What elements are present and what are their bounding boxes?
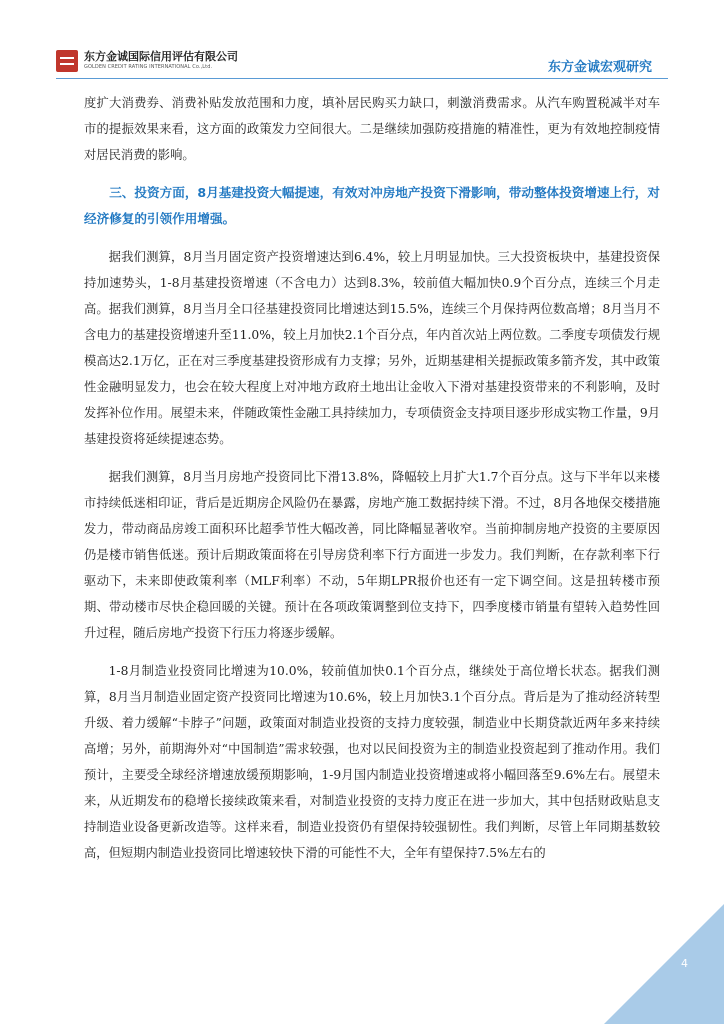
header-title: 东方金诚宏观研究	[547, 60, 652, 75]
logo-mark-icon	[56, 50, 78, 72]
paragraph-manufacturing: 1-8月制造业投资同比增速为10.0%，较前值加快0.1个百分点，继续处于高位增长状态。据我们测算，8月当月制造业固定资产投资同比增速为10.6%，较上月加快3.1个百分点。背后是为了推动经济转型升级、着力缓解“卡脖子”问题，政策面对制造业投资的支持力度较强，制造业中长期贷款近两年多来持续高增；另外，前期海外对“中国制造”需求较强，也对以民间投资为主的制造业投资起到了推动作用。我们预计，主要受全球经济增速放缓预期影响，1-9月国内制造业投资增速或将小幅回落至9.6%左右。展望未来，从近期发布的稳增长接续政策来看，对制造业投资的支持力度正在进一步加大，其中包括财政贴息支持制造业设备更新改造等。这样来看，制造业投资仍有望保持较强韧性。我们判断，尽管上年同期基数较高，但短期内制造业投资同比增速较快下滑的可能性不大，全年有望保持7.5%左右的	[84, 664, 660, 860]
page-number: 4	[681, 957, 688, 970]
corner-triangle	[604, 904, 724, 1024]
company-name-en: GOLDEN CREDIT RATING INTERNATIONAL Co.,Ltd.	[84, 64, 213, 70]
page-header	[0, 0, 724, 80]
corner-decoration	[604, 904, 724, 1024]
document-body	[84, 90, 660, 878]
company-name-cn: 东方金诚国际信用评估有限公司	[84, 50, 238, 63]
header-divider	[56, 78, 668, 79]
paragraph-real-estate: 据我们测算，8月当月房地产投资同比下滑13.8%，降幅较上月扩大1.7个百分点。这与下半年以来楼市持续低迷相印证，背后是近期房企风险仍在暴露，房地产施工数据持续下滑。不过，8月各地保交楼措施发力，带动商品房竣工面积环比超季节性大幅改善，同比降幅显著收窄。当前抑制房地产投资的主要原因仍是楼市销售低迷。预计后期政策面将在引导房贷利率下行方面进一步发力。我们判断，在存款利率下行驱动下，未来即使政策利率（MLF利率）不动，5年期LPR报价也还有一定下调空间。这是扭转楼市预期、带动楼市尽快企稳回暖的关键。预计在各项政策调整到位支持下，四季度楼市销量有望转入趋势性回升过程，随后房地产投资下行压力将逐步缓解。	[84, 470, 660, 640]
company-logo	[56, 50, 266, 72]
section-heading-investment: 三、投资方面，8月基建投资大幅提速，有效对冲房地产投资下滑影响，带动整体投资增速上行，对经济修复的引领作用增强。	[84, 185, 660, 226]
paragraph-infrastructure: 据我们测算，8月当月固定资产投资增速达到6.4%，较上月明显加快。三大投资板块中，基建投资保持加速势头，1-8月基建投资增速（不含电力）达到8.3%，较前值大幅加快0.9个百分点，连续三个月走高。据我们测算，8月当月全口径基建投资同比增速达到15.5%，连续三个月保持两位数高增；8月当月不含电力的基建投资增速升至11.0%，较上月加快2.1个百分点，年内首次站上两位数。二季度专项债发行规模高达2.1万亿，正在对三季度基建投资形成有力支撑；另外，近期基建相关提振政策多箭齐发，其中政策性金融明显发力，也会在较大程度上对冲地方政府土地出让金收入下滑对基建投资带来的不利影响，及时发挥补位作用。展望未来，伴随政策性金融工具持续加力，专项债资金支持项目逐步形成实物工作量，9月基建投资将延续提速态势。	[84, 250, 660, 446]
paragraph-consumption-continued: 度扩大消费券、消费补贴发放范围和力度，填补居民购买力缺口，刺激消费需求。从汽车购置税减半对车市的提振效果来看，这方面的政策发力空间很大。二是继续加强防疫措施的精准性，更为有效地控制疫情对居民消费的影响。	[84, 96, 660, 162]
